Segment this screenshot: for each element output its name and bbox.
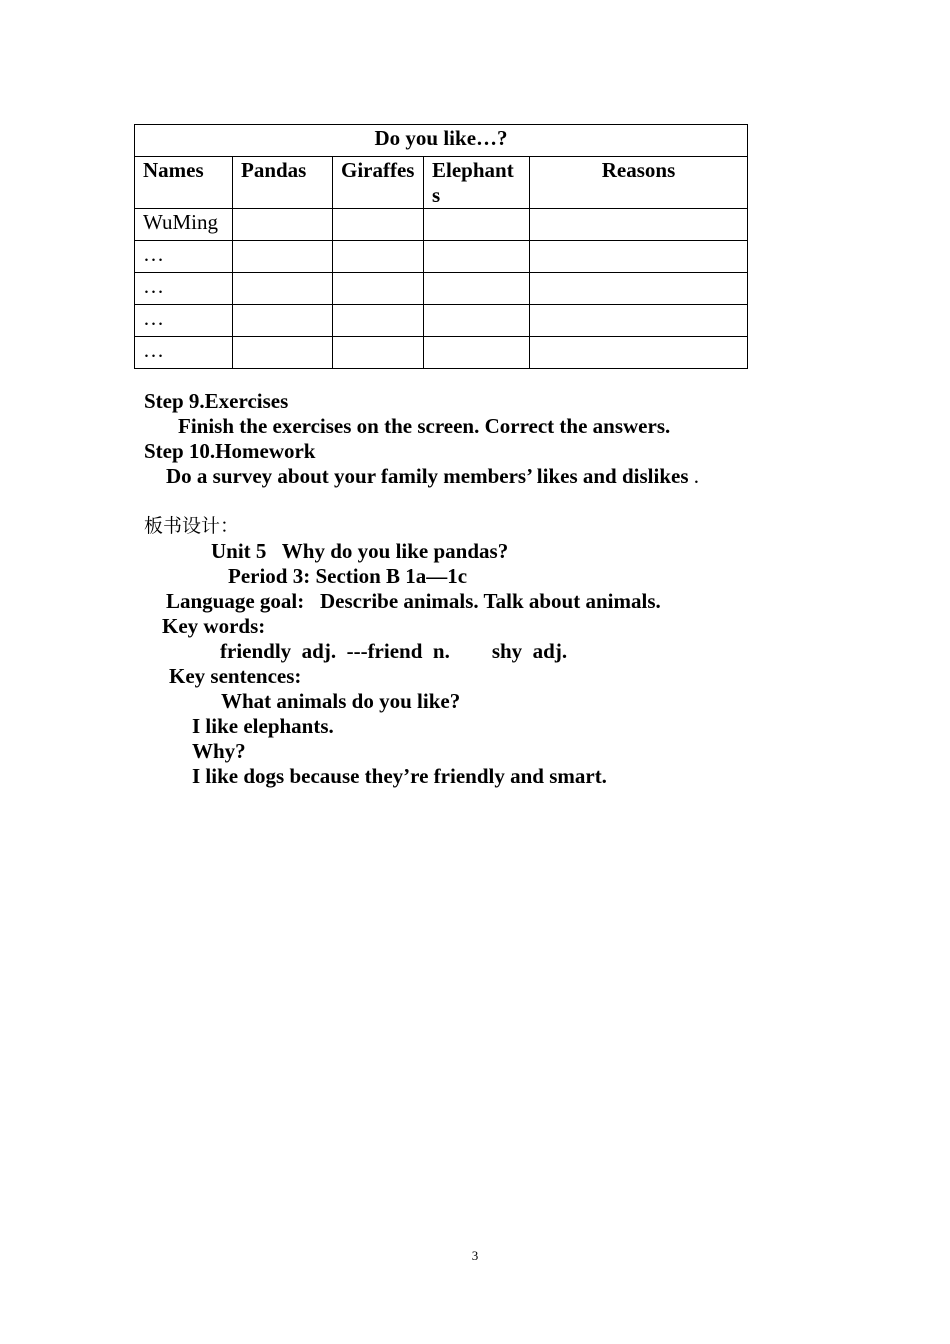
table-cell bbox=[424, 209, 530, 241]
table-row bbox=[135, 337, 748, 369]
table-cell bbox=[233, 273, 333, 305]
table-row bbox=[135, 273, 748, 305]
step9-title: Step 9.Exercises bbox=[144, 389, 289, 413]
board-goal: Language goal: Describe animals. Talk about animals. bbox=[166, 589, 661, 613]
table-cell: WuMing bbox=[135, 209, 233, 241]
step10-title: Step 10.Homework bbox=[144, 439, 316, 463]
table-cell bbox=[530, 273, 748, 305]
sentence-2: I like elephants. bbox=[192, 714, 334, 738]
table-cell: … bbox=[135, 241, 233, 273]
table-cell bbox=[333, 273, 424, 305]
table-row bbox=[135, 241, 748, 273]
table-cell: … bbox=[135, 337, 233, 369]
key-sentences-label: Key sentences: bbox=[169, 664, 302, 688]
sentence-4: I like dogs because they’re friendly and smart. bbox=[192, 764, 607, 788]
table-cell bbox=[424, 241, 530, 273]
table-cell bbox=[424, 273, 530, 305]
page-number: 3 bbox=[471, 1248, 479, 1263]
table-cell bbox=[424, 305, 530, 337]
sentence-1: What animals do you like? bbox=[221, 689, 461, 713]
header-giraffes: Giraffes bbox=[333, 157, 424, 209]
table-cell bbox=[233, 305, 333, 337]
table-row bbox=[135, 209, 748, 241]
table-cell bbox=[530, 305, 748, 337]
table-cell bbox=[333, 337, 424, 369]
board-heading: 板书设计： bbox=[144, 515, 240, 537]
survey-table bbox=[134, 124, 748, 369]
table-cell bbox=[233, 241, 333, 273]
key-words: friendly adj. ---friend n. shy adj. bbox=[220, 639, 568, 663]
table-cell bbox=[530, 241, 748, 273]
step10-body: Do a survey about your family members’ likes and dislikes bbox=[166, 464, 689, 488]
table-cell bbox=[424, 337, 530, 369]
table-cell bbox=[333, 241, 424, 273]
header-elephants: Elephants bbox=[424, 157, 530, 209]
table-cell bbox=[233, 209, 333, 241]
table-cell bbox=[333, 209, 424, 241]
step9-text: Finish the exercises on the screen. Correct the answers. bbox=[178, 414, 671, 438]
board-unit: Unit 5 Why do you like pandas? bbox=[211, 539, 509, 563]
header-reasons: Reasons bbox=[530, 157, 748, 209]
table-row bbox=[135, 305, 748, 337]
table-cell bbox=[530, 337, 748, 369]
table-title: Do you like…? bbox=[135, 125, 748, 157]
table-cell bbox=[530, 209, 748, 241]
table-cell: … bbox=[135, 305, 233, 337]
step10-text bbox=[166, 464, 699, 489]
board-period: Period 3: Section B 1a—1c bbox=[228, 564, 468, 588]
header-names: Names bbox=[135, 157, 233, 209]
key-words-label: Key words: bbox=[162, 614, 266, 638]
table-cell bbox=[333, 305, 424, 337]
sentence-3: Why? bbox=[192, 739, 246, 763]
table-header-row bbox=[135, 157, 748, 209]
header-pandas: Pandas bbox=[233, 157, 333, 209]
table-cell: … bbox=[135, 273, 233, 305]
table-cell bbox=[233, 337, 333, 369]
step10-period: . bbox=[693, 464, 699, 488]
